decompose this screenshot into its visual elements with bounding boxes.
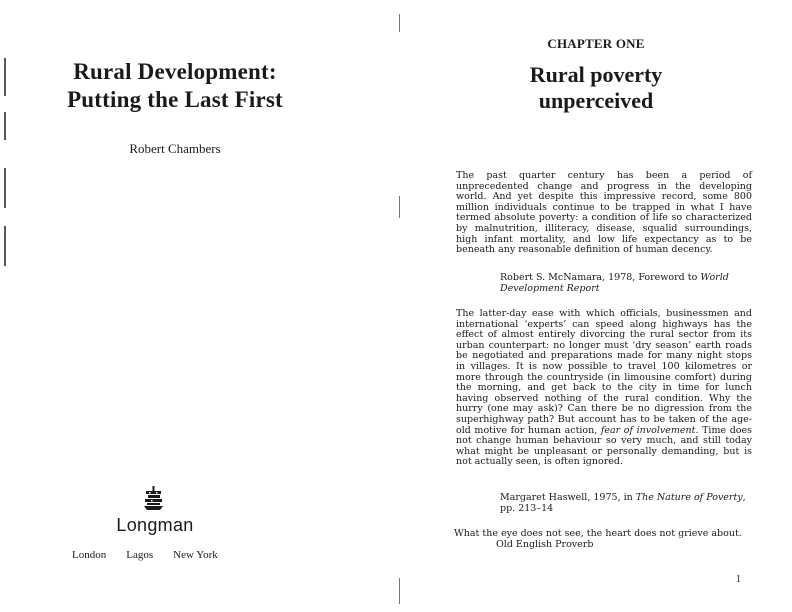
proverb-source: Old English Proverb bbox=[496, 539, 594, 550]
publisher-name: Longman bbox=[116, 515, 194, 535]
book-title-line-2: Putting the Last First bbox=[67, 87, 283, 112]
chapter-title-line-2: unperceived bbox=[538, 88, 654, 113]
epigraph-attribution-2 bbox=[500, 492, 752, 514]
quote-2-text-part-1: The latter-day ease with which officials, businessmen and international ‘experts’ can speed along highways has the effect of almost entirely divorcing the rural sector from its urban counterpart: no longer must ‘dry season’ earth roads be negotiated and preparations made for many night stops in villages. It is now possible to travel 100 kilometres or more through the countryside (in limousine comfort) during the morning, and get back to the city in time for lunch having observed nothing of the rural condition. Why the hurry (one may ask)? Can there be no digression from the superhighway path? But account has to be taken of the age-old motive for human action, bbox=[456, 308, 752, 436]
chapter-title bbox=[456, 62, 736, 114]
epigraph-quote-1: The past quarter century has been a period of unprecedented change and progress in the developing world. And yet despite this impressive record, some 800 million individuals continue to be trapped in what I have termed absolute poverty: a condition of life so characterized by malnutrition, illiteracy, disease, squalid surroundings, high infant mortality, and low life expectancy as to be beneath any reasonable definition of human decency. bbox=[456, 170, 752, 256]
city-london: London bbox=[72, 549, 107, 561]
attribution-1-source: World Development Report bbox=[500, 272, 729, 294]
book-title-line-1: Rural Development: bbox=[73, 59, 277, 84]
chapter-label: CHAPTER ONE bbox=[547, 36, 645, 51]
author-name: Robert Chambers bbox=[129, 141, 221, 156]
publisher-cities bbox=[72, 549, 272, 561]
book-title bbox=[30, 58, 320, 114]
epigraph-proverb bbox=[454, 528, 774, 550]
chapter-title-line-1: Rural poverty bbox=[529, 62, 663, 87]
attribution-2-author: Margaret Haswell, 1975, in bbox=[500, 492, 636, 503]
city-lagos: Lagos bbox=[126, 549, 154, 561]
attribution-2-pages: , pp. 213–14 bbox=[500, 492, 746, 514]
longman-ship-logo-icon bbox=[143, 486, 165, 510]
quote-2-italic-phrase: fear of involvement bbox=[600, 424, 696, 436]
page-number: 1 bbox=[736, 574, 741, 585]
epigraph-quote-2 bbox=[456, 309, 752, 468]
epigraph-attribution-1 bbox=[500, 272, 752, 294]
quote-2-text-part-2: . Time does not change human behaviour so very much, and still today what might be unpleasant or personally demanding, but is not actually seen, is often ignored. bbox=[456, 424, 752, 468]
city-new-york: New York bbox=[173, 549, 218, 561]
chapter-page bbox=[396, 0, 792, 612]
proverb-text: What the eye does not see, the heart does not grieve about. bbox=[454, 528, 742, 539]
attribution-1-author: Robert S. McNamara, 1978, Foreword to bbox=[500, 272, 701, 283]
attribution-2-source: The Nature of Poverty bbox=[635, 492, 743, 503]
